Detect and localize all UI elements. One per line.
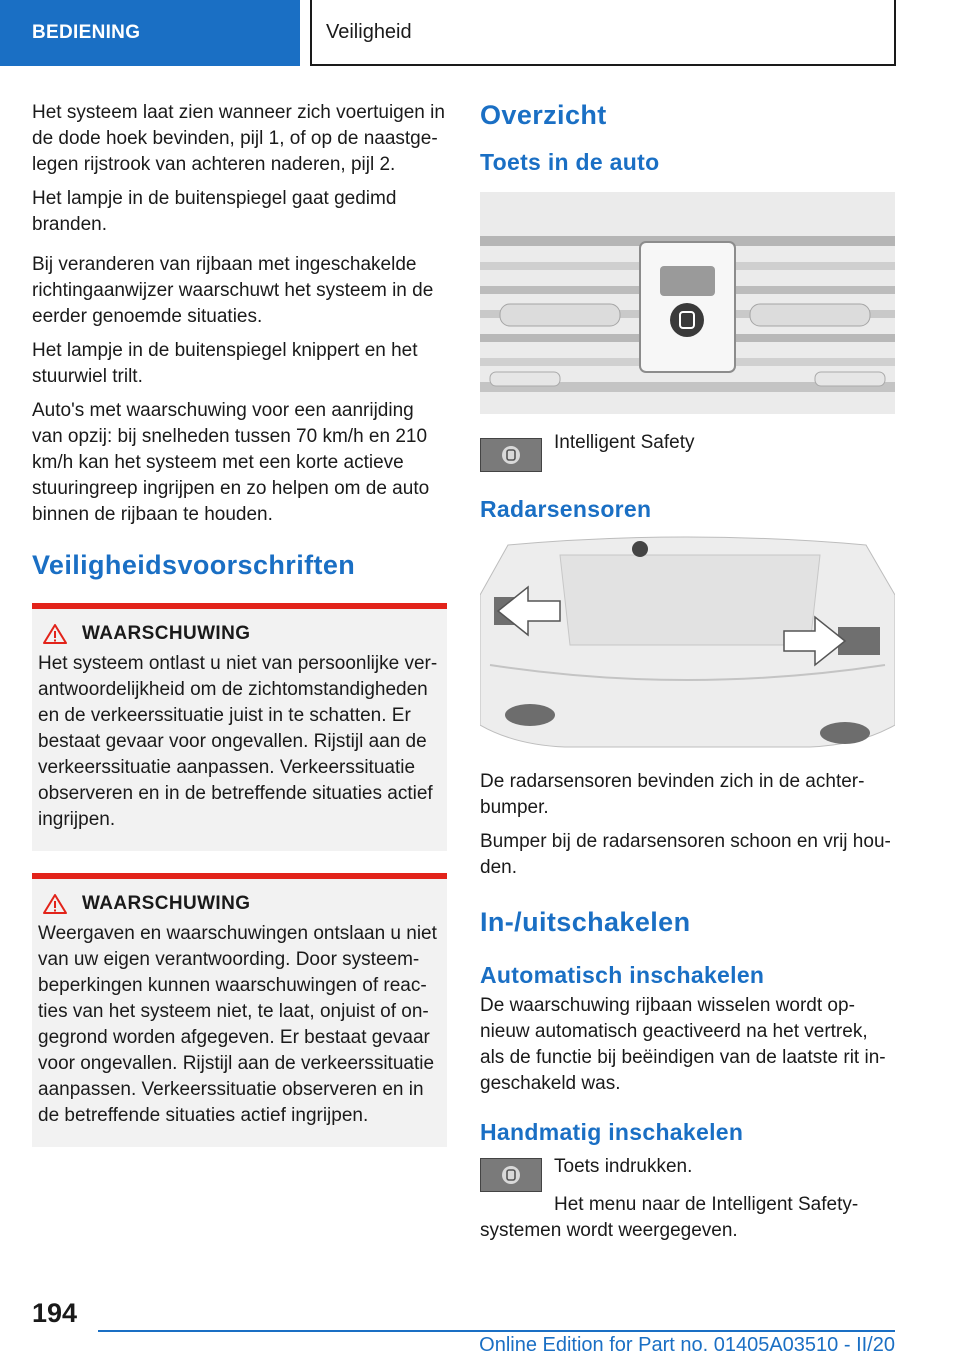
button-heading: Toets in de auto [480, 149, 660, 175]
manual-step-text: Toets indrukken. [554, 1156, 693, 1177]
warning-title [38, 893, 441, 915]
warning-box [32, 603, 447, 851]
intro-paragraph: Bij veranderen van rijbaan met ingeschakelde richtingaanwijzer waarschuwt het systeem in de eerder genoemde situaties. [32, 254, 434, 327]
page-footer [0, 1290, 960, 1362]
warning-label: WAARSCHUWING [82, 623, 251, 644]
warning-triangle-icon [42, 893, 68, 915]
intelligent-safety-button-icon [480, 438, 542, 472]
manual-step-result: Het menu naar de Intelligent Safety-systemen wordt weergegeven. [480, 1194, 859, 1241]
warning-triangle-icon [42, 623, 68, 645]
intelligent-safety-button-icon [480, 1158, 542, 1192]
intro-paragraph: Het lampje in de buitenspiegel gaat gedimd branden. [32, 188, 397, 235]
section-title: Veiligheid [310, 0, 896, 66]
manual-step-row [480, 1154, 895, 1192]
safety-heading: Veiligheidsvoorschriften [32, 550, 356, 580]
warning-box [32, 873, 447, 1147]
intro-paragraph: Het systeem laat zien wanneer zich voertuigen in de dode hoek bevinden, pijl 1, of op de naastge-legen rijstrook van achteren naderen, pijl 2. [32, 102, 445, 175]
footer-rule [98, 1330, 895, 1332]
dashboard-button-image [480, 192, 895, 414]
switch-heading: In-/uitschakelen [480, 907, 691, 937]
warning-text: Weergaven en waarschuwingen ontslaan u niet van uw eigen verantwoording. Door systeem-beperkingen kunnen waarschuwingen of reac-ties van het systeem niet, te laat, onjuist of on-gegrond worden afgegeven. Er bestaat gevaar voor ongevallen. Rijstijl aan de verkeerssituatie aanpassen. Verkeerssituatie observeren en in de betreffende situaties actief ingrijpen. [38, 923, 437, 1126]
page-number: 194 [32, 1298, 78, 1328]
warning-title [38, 623, 441, 645]
auto-paragraph: De waarschuwing rijbaan wisselen wordt op-nieuw automatisch geactiveerd na het vertrek, als de functie bij beëindigen van de laatste rit in-geschakeld was. [480, 995, 886, 1094]
left-column [32, 100, 447, 1147]
chapter-tab: BEDIENING [0, 0, 300, 66]
auto-heading: Automatisch inschakelen [480, 962, 765, 988]
manual-heading: Handmatig inschakelen [480, 1119, 744, 1145]
overview-heading: Overzicht [480, 100, 607, 130]
radar-paragraph: De radarsensoren bevinden zich in de achter-bumper. [480, 771, 865, 818]
intro-paragraph: Auto's met waarschuwing voor een aanrijding van opzij: bij snelheden tussen 70 km/h en 210 km/h kan het systeem met een korte actieve stuuringreep ingrijpen en zo helpen om de auto binnen de rijbaan te houden. [32, 400, 430, 525]
radar-paragraph: Bumper bij de radarsensoren schoon en vrij hou-den. [480, 831, 891, 878]
button-legend-row [480, 430, 895, 472]
edition-note: Online Edition for Part no. 01405A03510 - II/20 [479, 1334, 895, 1356]
intro-paragraph: Het lampje in de buitenspiegel knippert en het stuurwiel trilt. [32, 340, 418, 387]
warning-text: Het systeem ontlast u niet van persoonlijke ver-antwoordelijkheid om de zichtomstandigheden en de verkeerssituatie juist in te schatten. Er bestaat gevaar voor ongevallen. Rijstijl aan de verkeerssituatie aanpassen. Verkeerssituatie observeren en in de betreffende situaties actief ingrijpen. [38, 653, 438, 830]
warning-label: WAARSCHUWING [82, 893, 251, 914]
rear-bumper-radar-image [480, 535, 895, 757]
right-column [480, 100, 895, 1252]
button-legend-label: Intelligent Safety [554, 432, 695, 453]
radar-heading: Radarsensoren [480, 496, 652, 522]
